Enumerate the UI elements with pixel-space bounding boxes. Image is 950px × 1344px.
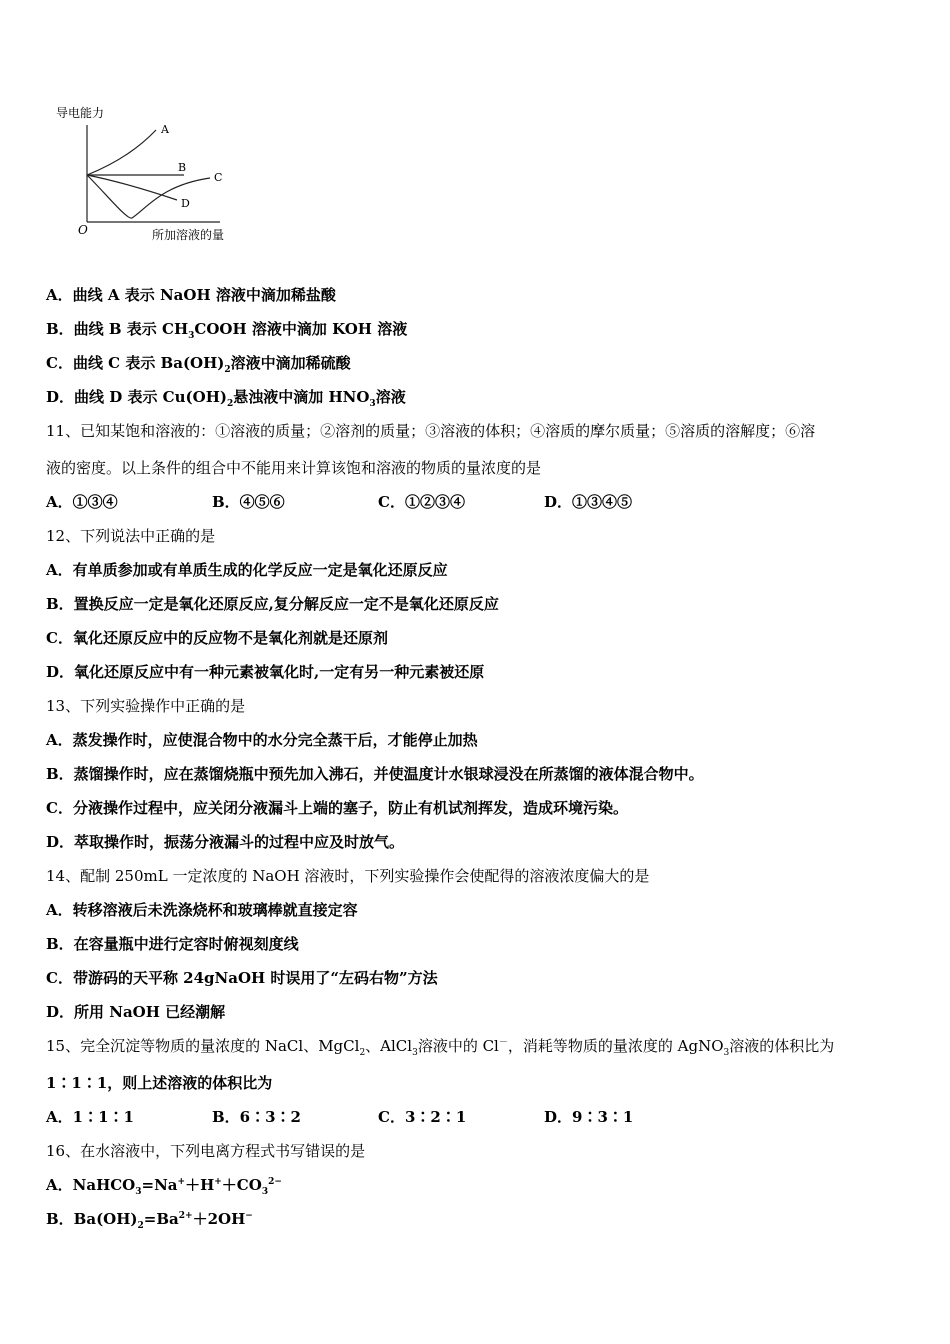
q11-options: [46, 491, 910, 513]
curve-c: [87, 175, 210, 218]
q16-stem: 16、在水溶液中，下列电离方程式书写错误的是: [46, 1142, 366, 1160]
q12-option-d: D．氧化还原反应中有一种元素被氧化时,一定有另一种元素被还原: [46, 663, 485, 681]
conductivity-figure: [52, 100, 252, 250]
q11-option-c: C．①②③④: [378, 493, 465, 511]
curve-d-label: D: [181, 197, 190, 210]
q12-stem: 12、下列说法中正确的是: [46, 527, 216, 545]
q15-option-b: B．6∶3∶2: [212, 1108, 301, 1126]
q13-option-d: D．萃取操作时，振荡分液漏斗的过程中应及时放气。: [46, 833, 405, 851]
q15-option-a: A．1∶1∶1: [46, 1108, 134, 1126]
q14-stem: 14、配制 250mL 一定浓度的 NaOH 溶液时，下列实验操作会使配得的溶液浓度偏大的是: [46, 867, 650, 885]
q15-stem-line-1: 15、完全沉淀等物质的量浓度的 NaCl、MgCl$_2$、AlCl$_3$溶液中的 Cl－，消耗等物质的量浓度的 AgNO$_3$溶液的体积比为: [46, 1037, 835, 1058]
x-axis-label: 所加溶液的量: [152, 228, 225, 242]
q13-option-c: C．分液操作过程中，应关闭分液漏斗上端的塞子，防止有机试剂挥发，造成环境污染。: [46, 799, 628, 817]
q13-stem: 13、下列实验操作中正确的是: [46, 697, 246, 715]
q11-stem-line-1: 11、已知某饱和溶液的：①溶液的质量；②溶剂的质量；③溶液的体积；④溶质的摩尔质量；⑤溶质的溶解度；⑥溶: [46, 422, 816, 440]
conductivity-chart: [52, 100, 252, 250]
curve-a-label: A: [161, 123, 169, 136]
q13-option-a: A．蒸发操作时，应使混合物中的水分完全蒸干后，才能停止加热: [46, 731, 478, 749]
q14-option-d: D．所用 NaOH 已经潮解: [46, 1003, 226, 1021]
q11-option-d: D．①③④⑤: [544, 493, 633, 511]
q10-option-b: B．曲线 B 表示 $CH_3COOH$ 溶液中滴加 KOH 溶液: [46, 320, 408, 341]
q12-option-a: A．有单质参加或有单质生成的化学反应一定是氧化还原反应: [46, 561, 448, 579]
q15-options: [46, 1106, 910, 1128]
curve-b-label: B: [178, 161, 187, 174]
q16-option-a: A．$NaHCO_3=Na^++H^++CO_3^{2-}$: [46, 1176, 282, 1197]
curve-c-label: C: [214, 171, 223, 184]
y-axis-label: 导电能力: [56, 106, 105, 120]
q14-option-c: C．带游码的天平称 24gNaOH 时误用了“左码右物”方法: [46, 969, 438, 987]
q13-option-b: B．蒸馏操作时，应在蒸馏烧瓶中预先加入沸石，并使温度计水银球浸没在所蒸馏的液体混合物中。: [46, 765, 704, 783]
q10-option-d: D．曲线 D 表示 $Cu(OH)_2$悬浊液中滴加 $HNO_3$溶液: [46, 388, 406, 409]
q11-option-a: A．①③④: [46, 493, 118, 511]
q15-stem-line-2: 1∶1∶1，则上述溶液的体积比为: [46, 1074, 273, 1092]
q10-option-c: C．曲线 C 表示 $Ba(OH)_2$溶液中滴加稀硫酸: [46, 354, 351, 375]
q11-option-b: B．④⑤⑥: [212, 493, 285, 511]
q15-option-d: D．9∶3∶1: [544, 1108, 634, 1126]
q12-option-b: B．置换反应一定是氧化还原反应,复分解反应一定不是氧化还原反应: [46, 595, 499, 613]
curve-a: [87, 130, 156, 175]
q14-option-a: A．转移溶液后未洗涤烧杯和玻璃棒就直接定容: [46, 901, 358, 919]
q10-option-a: A．曲线 A 表示 NaOH 溶液中滴加稀盐酸: [46, 286, 336, 304]
q14-option-b: B．在容量瓶中进行定容时俯视刻度线: [46, 935, 299, 953]
q12-option-c: C．氧化还原反应中的反应物不是氧化剂就是还原剂: [46, 629, 388, 647]
origin-label: O: [78, 223, 88, 237]
curve-d: [87, 175, 177, 200]
q11-stem-line-2: 液的密度。以上条件的组合中不能用来计算该饱和溶液的物质的量浓度的是: [46, 459, 542, 477]
q15-option-c: C．3∶2∶1: [378, 1108, 467, 1126]
q16-option-b: B．$Ba(OH)_2=Ba^{2+}+2OH^-$: [46, 1210, 253, 1231]
